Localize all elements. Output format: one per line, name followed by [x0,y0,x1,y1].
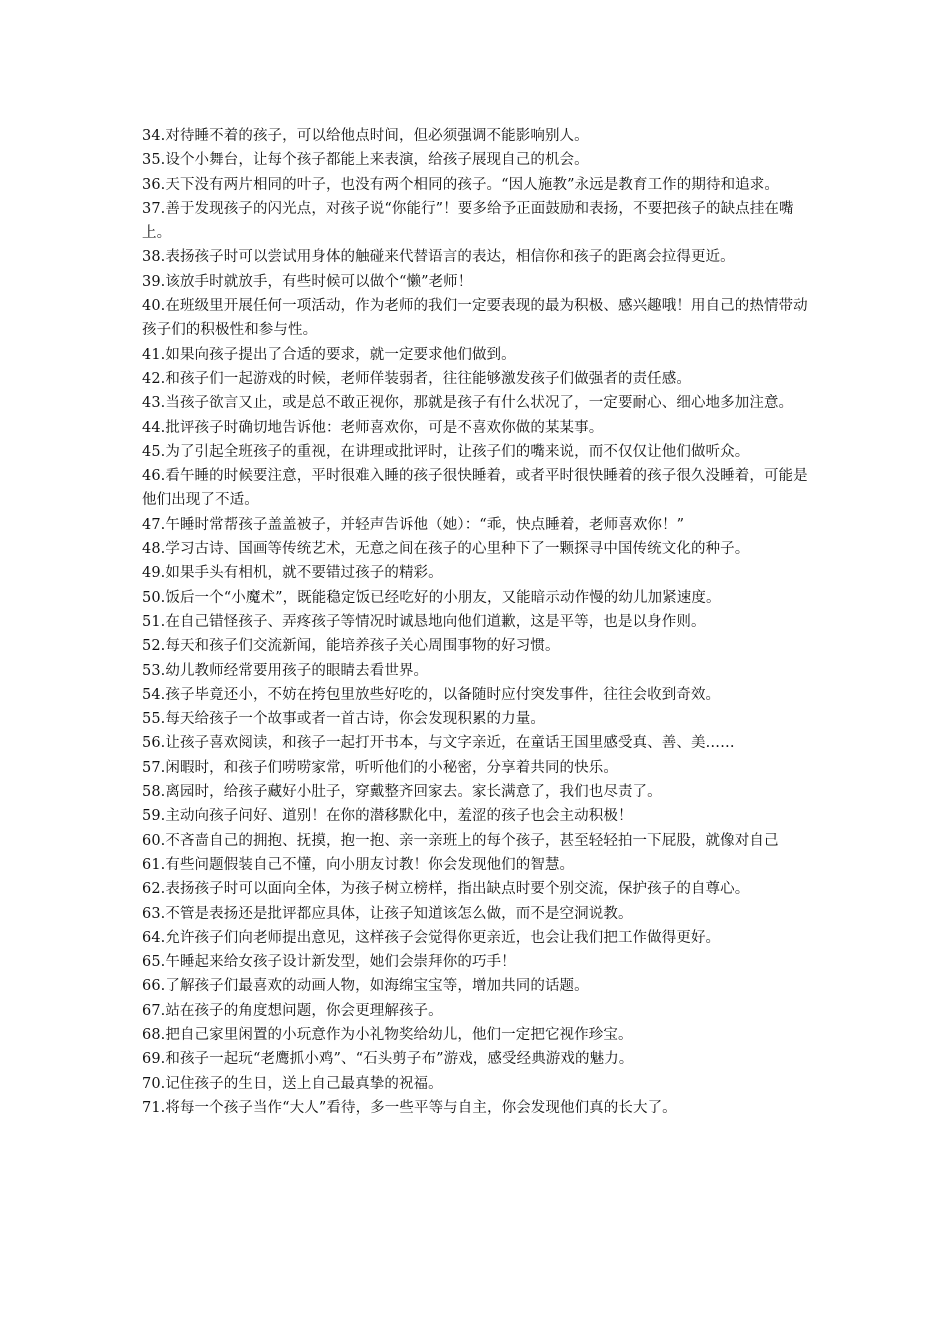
list-item: 44.批评孩子时确切地告诉他：老师喜欢你，可是不喜欢你做的某某事。 [142,419,604,436]
list-item: 66.了解孩子们最喜欢的动画人物，如海绵宝宝等，增加共同的话题。 [142,978,589,995]
list-item: 58.离园时，给孩子藏好小肚子，穿戴整齐回家去。家长满意了，我们也尽责了。 [142,784,662,801]
list-item: 46.看午睡的时候要注意，平时很难入睡的孩子很快睡着，或者平时很快睡着的孩子很久没睡着，可能是他们出现了不适。 [142,468,808,509]
document-body [142,124,822,1120]
list-item: 63.不管是表扬还是批评都应具体，让孩子知道该怎么做，而不是空洞说教。 [142,905,633,922]
list-item: 55.每天给孩子一个故事或者一首古诗，你会发现积累的力量。 [142,711,545,728]
list-item: 42.和孩子们一起游戏的时候，老师佯装弱者，往往能够激发孩子们做强者的责任感。 [142,370,691,387]
list-item: 59.主动向孩子问好、道别！在你的潜移默化中，羞涩的孩子也会主动积极！ [142,808,633,825]
list-item: 37.善于发现孩子的闪光点，对孩子说“你能行”！要多给予正面鼓励和表扬，不要把孩子的缺点挂在嘴上。 [142,200,794,242]
list-item: 41.如果向孩子提出了合适的要求，就一定要求他们做到。 [142,346,516,363]
list-item: 47.午睡时常帮孩子盖盖被子，并轻声告诉他（她）：“乖，快点睡着，老师喜欢你！” [142,516,685,533]
list-item: 39.该放手时就放手，有些时候可以做个“懒”老师！ [142,273,473,290]
list-item: 43.当孩子欲言又止，或是总不敢正视你，那就是孩子有什么状况了，一定要耐心、细心地多加注意。 [142,395,794,412]
list-item: 57.闲暇时，和孩子们唠唠家常，听听他们的小秘密，分享着共同的快乐。 [142,759,618,776]
list-item: 64.允许孩子们向老师提出意见，这样孩子会觉得你更亲近，也会让我们把工作做得更好。 [142,929,721,946]
list-item: 45.为了引起全班孩子的重视，在讲理或批评时，让孩子们的嘴来说，而不仅仅让他们做听众。 [142,443,750,460]
list-item: 60.不吝啬自己的拥抱、抚摸，抱一抱、亲一亲班上的每个孩子，甚至轻轻拍一下屁股，就像对自己 [142,832,779,849]
list-item: 36.天下没有两片相同的叶子，也没有两个相同的孩子。“因人施教”永远是教育工作的期待和追求。 [142,176,779,193]
list-item: 68.把自己家里闲置的小玩意作为小礼物奖给幼儿，他们一定把它视作珍宝。 [142,1026,633,1043]
list-item: 71.将每一个孩子当作“大人”看待，多一些平等与自主，你会发现他们真的长大了。 [142,1099,677,1116]
list-item: 61.有些问题假装自己不懂，向小朋友讨教！你会发现他们的智慧。 [142,856,575,873]
list-item: 52.每天和孩子们交流新闻，能培养孩子关心周围事物的好习惯。 [142,638,560,655]
list-item: 65.午睡起来给女孩子设计新发型，她们会崇拜你的巧手！ [142,954,516,971]
list-item: 40.在班级里开展任何一项活动，作为老师的我们一定要表现的最为积极、感兴趣哦！用自己的热情带动孩子们的积极性和参与性。 [142,298,808,339]
list-item: 38.表扬孩子时可以尝试用身体的触碰来代替语言的表达，相信你和孩子的距离会拉得更近。 [142,249,735,266]
list-item: 54.孩子毕竟还小，不妨在挎包里放些好吃的，以备随时应付突发事件，往往会收到奇效。 [142,686,721,703]
list-item: 34.对待睡不着的孩子，可以给他点时间，但必须强调不能影响别人。 [142,128,589,144]
list-item: 50.饭后一个“小魔术”，既能稳定饭已经吃好的小朋友，又能暗示动作慢的幼儿加紧速度。 [142,589,721,606]
list-item: 70.记住孩子的生日，送上自己最真挚的祝福。 [142,1075,443,1092]
list-item: 62.表扬孩子时可以面向全体，为孩子树立榜样，指出缺点时要个别交流，保护孩子的自尊心。 [142,881,750,898]
list-item: 51.在自己错怪孩子、弄疼孩子等情况时诚恳地向他们道歉，这是平等，也是以身作则。 [142,613,706,630]
list-item: 53.幼儿教师经常要用孩子的眼睛去看世界。 [142,662,429,679]
list-item: 67.站在孩子的角度想问题，你会更理解孩子。 [142,1002,443,1019]
list-item: 69.和孩子一起玩“老鹰抓小鸡”、“石头剪子布”游戏，感受经典游戏的魅力。 [142,1051,634,1068]
list-item: 35.设个小舞台，让每个孩子都能上来表演，给孩子展现自己的机会。 [142,152,589,169]
list-item: 48.学习古诗、国画等传统艺术，无意之间在孩子的心里种下了一颗探寻中国传统文化的种子。 [142,541,750,558]
list-item: 49.如果手头有相机，就不要错过孩子的精彩。 [142,565,443,582]
list-item: 56.让孩子喜欢阅读，和孩子一起打开书本，与文字亲近，在童话王国里感受真、善、美…… [142,735,735,752]
